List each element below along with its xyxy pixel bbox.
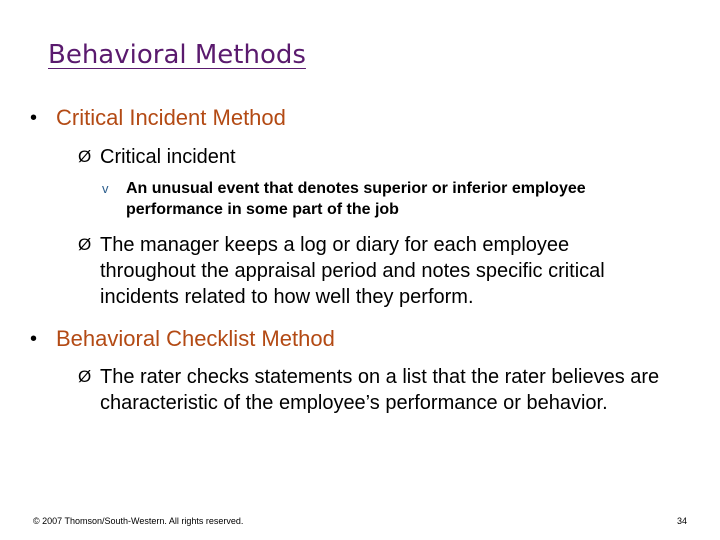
- heading-critical-incident-method: Critical Incident Method: [56, 105, 286, 130]
- sub-item-rater-checks: [78, 364, 660, 416]
- definition-item: [102, 178, 596, 220]
- definition-text: An unusual event that denotes superior or inferior employee performance in some part of the job: [126, 180, 586, 218]
- arrow-bullet-icon: Ø: [78, 147, 92, 166]
- arrow-bullet-icon: Ø: [78, 235, 92, 254]
- arrow-bullet-icon: Ø: [78, 367, 92, 386]
- sub-item-manager-log: [78, 232, 660, 310]
- bullet-item-behavioral-checklist-method: [30, 325, 335, 353]
- sub-item-text: The rater checks statements on a list that the rater believes are characteristic of the employee’s performance or behavior.: [100, 366, 660, 414]
- slide-title: Behavioral Methods: [48, 40, 306, 70]
- page-number: 34: [676, 516, 687, 526]
- sub-item-text: Critical incident: [100, 146, 236, 168]
- bullet-item-critical-incident-method: [30, 104, 286, 132]
- footer-copyright: © 2007 Thomson/South-Western. All rights reserved.: [33, 516, 244, 526]
- sub-item-critical-incident: [78, 144, 660, 170]
- bullet-dot-icon: •: [30, 107, 38, 129]
- heading-behavioral-checklist-method: Behavioral Checklist Method: [56, 326, 335, 351]
- diamond-bullet-icon: v: [102, 181, 109, 196]
- sub-item-text: The manager keeps a log or diary for each employee throughout the appraisal period and notes specific critical incidents related to how well they perform.: [100, 234, 605, 308]
- bullet-dot-icon: •: [30, 328, 38, 350]
